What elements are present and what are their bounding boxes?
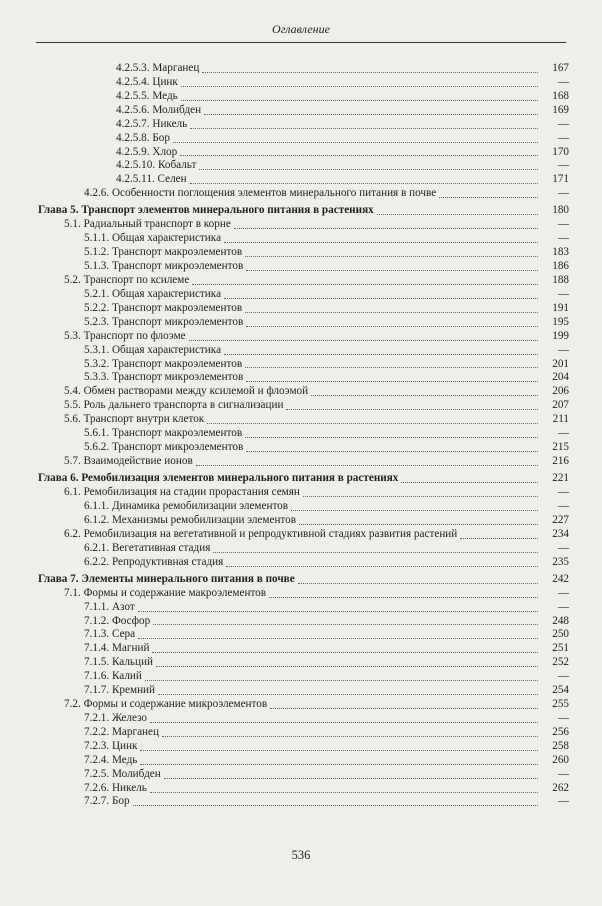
header-rule xyxy=(36,42,566,43)
toc-entry-title: 7.2.2. Марганец xyxy=(84,725,159,738)
toc-entry-title: 5.2.3. Транспорт микроэлементов xyxy=(84,315,244,328)
toc-entry-title: 5.2.2. Транспорт макроэлементов xyxy=(84,301,243,314)
toc-entry-title: 7.1.5. Кальций xyxy=(84,656,153,669)
toc-entry-row xyxy=(38,90,569,104)
toc-entry-title: 5.1.2. Транспорт макроэлементов xyxy=(84,246,243,259)
toc-page-number: — xyxy=(557,218,569,231)
toc-entry-row xyxy=(38,232,569,246)
toc-entry-title: 5.1.3. Транспорт микроэлементов xyxy=(84,260,244,273)
toc-page-number: — xyxy=(557,795,569,808)
toc-page-number: 195 xyxy=(552,315,569,328)
dot-leader xyxy=(246,326,538,327)
dot-leader xyxy=(270,708,538,709)
toc-entry-title: 5.3. Транспорт по флоэме xyxy=(64,329,186,342)
toc-page-number: 167 xyxy=(552,61,569,74)
toc-page-number: — xyxy=(557,670,569,683)
dot-leader xyxy=(245,437,538,438)
toc-entry-title: 6.2.2. Репродуктивная стадия xyxy=(84,555,224,568)
toc-entry-title: 4.2.5.10. Кобальт xyxy=(116,159,197,172)
toc-entry-title: 6.1.1. Динамика ремобилизации элементов xyxy=(84,499,289,512)
toc-entry-row xyxy=(38,371,569,385)
toc-entry-title: Глава 7. Элементы минерального питания в почве xyxy=(38,572,295,585)
dot-leader xyxy=(140,764,538,765)
dot-leader xyxy=(224,354,538,355)
toc-entry-title: 7.2.5. Молибден xyxy=(84,767,161,780)
dot-leader xyxy=(180,155,538,156)
toc-entry-title: 4.2.5.11. Селен xyxy=(116,173,187,186)
dot-leader xyxy=(207,423,538,424)
toc-page-number: 215 xyxy=(552,441,569,454)
toc-page-number: — xyxy=(557,486,569,499)
toc-page-number: 168 xyxy=(552,89,569,102)
dot-leader xyxy=(158,694,538,695)
toc-entry-row xyxy=(38,274,569,288)
toc-entry-row xyxy=(38,260,569,274)
dot-leader xyxy=(226,566,538,567)
toc-entry-title: 5.2.1. Общая характеристика xyxy=(84,287,222,300)
dot-leader xyxy=(150,722,538,723)
toc-entry-title: 6.1. Ремобилизация на стадии прорастания семян xyxy=(64,486,300,499)
toc-entry-title: 5.1.1. Общая характеристика xyxy=(84,232,222,245)
toc-entry-title: 7.1.2. Фосфор xyxy=(84,614,151,627)
dot-leader xyxy=(189,340,538,341)
toc-entry-row xyxy=(38,399,569,413)
toc-entry-title: 7.1.6. Калий xyxy=(84,670,142,683)
toc-entry-row xyxy=(38,726,569,740)
dot-leader xyxy=(246,270,538,271)
dot-leader xyxy=(145,680,538,681)
toc-page-number: 242 xyxy=(552,572,569,585)
dot-leader xyxy=(311,395,538,396)
toc-entry-title: 7.2.4. Медь xyxy=(84,753,138,766)
toc-page-number: 258 xyxy=(552,739,569,752)
toc-entry-row xyxy=(38,514,569,528)
toc-entry-row xyxy=(38,542,569,556)
toc-entry-title: 4.2.5.9. Хлор xyxy=(116,145,178,158)
dot-leader xyxy=(439,197,538,198)
toc-entry-title: 7.1. Формы и содержание макроэлементов xyxy=(64,586,267,599)
toc-page-number: 251 xyxy=(552,642,569,655)
dot-leader xyxy=(164,778,538,779)
toc-entry-row xyxy=(38,556,569,570)
toc-entry-title: 5.6.2. Транспорт микроэлементов xyxy=(84,441,244,454)
toc-entry-row xyxy=(38,486,569,500)
dot-leader xyxy=(138,611,538,612)
dot-leader xyxy=(460,538,538,539)
toc-entry-row xyxy=(38,62,569,76)
toc-page-number: 250 xyxy=(552,628,569,641)
dot-leader xyxy=(181,86,538,87)
toc-entry-title: 7.1.1. Азот xyxy=(84,600,135,613)
toc-entry-title: 7.2.6. Никель xyxy=(84,781,147,794)
toc-page-number: — xyxy=(557,75,569,88)
toc-entry-row xyxy=(38,173,569,187)
toc-page-number: 262 xyxy=(552,781,569,794)
toc-page-number: 206 xyxy=(552,385,569,398)
toc-page-number: 180 xyxy=(552,204,569,217)
dot-leader xyxy=(291,510,538,511)
toc-entry-row xyxy=(38,740,569,754)
dot-leader xyxy=(377,214,538,215)
dot-leader xyxy=(190,128,538,129)
toc-entry-title: 7.1.7. Кремний xyxy=(84,684,156,697)
toc-entry-row xyxy=(38,159,569,173)
toc-page-number: 260 xyxy=(552,753,569,766)
toc-entry-title: 5.6.1. Транспорт макроэлементов xyxy=(84,427,243,440)
toc-entry-title: 4.2.6. Особенности поглощения элементов минерального питания в почве xyxy=(84,187,437,200)
dot-leader xyxy=(224,242,538,243)
toc-entry-title: 7.2.1. Железо xyxy=(84,711,148,724)
dot-leader xyxy=(234,228,538,229)
toc-entry-title: 6.2.1. Вегетативная стадия xyxy=(84,541,211,554)
toc-entry-title: 4.2.5.7. Никель xyxy=(116,117,188,130)
toc-entry-row xyxy=(38,187,569,201)
toc-page-number: 199 xyxy=(552,329,569,342)
toc-page-number: — xyxy=(557,767,569,780)
running-header: Оглавление xyxy=(272,22,330,36)
dot-leader xyxy=(173,142,538,143)
toc-entry-title: 5.3.3. Транспорт микроэлементов xyxy=(84,371,244,384)
toc-entry-row xyxy=(38,670,569,684)
toc-page-number: 207 xyxy=(552,399,569,412)
dot-leader xyxy=(204,114,538,115)
toc-entry-row xyxy=(38,684,569,698)
dot-leader xyxy=(298,583,538,584)
toc-entry-title: 4.2.5.5. Медь xyxy=(116,89,178,102)
toc-entry-row xyxy=(38,712,569,726)
toc-entry-row xyxy=(38,358,569,372)
dot-leader xyxy=(245,367,538,368)
toc-page-number: 170 xyxy=(552,145,569,158)
dot-leader xyxy=(140,750,538,751)
dot-leader xyxy=(286,409,538,410)
toc-page-number: — xyxy=(557,287,569,300)
dot-leader xyxy=(246,381,538,382)
toc-entry-row xyxy=(38,218,569,232)
toc-entry-title: 7.2.3. Цинк xyxy=(84,739,138,752)
dot-leader xyxy=(299,524,538,525)
toc-entry-title: 5.1. Радиальный транспорт в корне xyxy=(64,218,231,231)
toc-page-number: — xyxy=(557,187,569,200)
toc-entry-row xyxy=(38,104,569,118)
toc-entry-row xyxy=(38,118,569,132)
toc-entry-row xyxy=(38,344,569,358)
toc-entry-row xyxy=(38,782,569,796)
toc-entry-title: 4.2.5.8. Бор xyxy=(116,131,170,144)
toc-page-number: 248 xyxy=(552,614,569,627)
dot-leader xyxy=(245,312,538,313)
toc-entry-title: 5.7. Взаимодействие ионов xyxy=(64,454,193,467)
toc-page-number: — xyxy=(557,131,569,144)
toc-entry-title: 5.2. Транспорт по ксилеме xyxy=(64,274,190,286)
toc-entry-row xyxy=(38,615,569,629)
toc-entry-title: 5.3.2. Транспорт макроэлементов xyxy=(84,357,243,370)
toc-entry-row xyxy=(38,413,569,427)
toc-page-number: — xyxy=(557,427,569,440)
toc-entry-title: 4.2.5.4. Цинк xyxy=(116,75,178,88)
dot-leader xyxy=(150,792,538,793)
toc-entry-title: 6.1.2. Механизмы ремобилизации элементов xyxy=(84,513,297,526)
toc-page-number: 169 xyxy=(552,103,569,116)
toc-entry-title: 5.4. Обмен растворами между ксилемой и флоэмой xyxy=(64,385,309,398)
toc-page-number: 186 xyxy=(552,260,569,273)
toc-page-number: 204 xyxy=(552,371,569,384)
dot-leader xyxy=(156,666,538,667)
toc-page-number: — xyxy=(557,232,569,245)
table-of-contents xyxy=(38,62,569,809)
dot-leader xyxy=(133,805,538,806)
toc-chapter-row xyxy=(38,573,569,587)
dot-leader xyxy=(401,482,538,483)
toc-entry-row xyxy=(38,601,569,615)
toc-page-number: 255 xyxy=(552,698,569,711)
toc-entry-title: 7.2. Формы и содержание микроэлементов xyxy=(64,698,268,711)
toc-page-number: 234 xyxy=(552,527,569,540)
toc-entry-row xyxy=(38,587,569,601)
dot-leader xyxy=(269,597,538,598)
dot-leader xyxy=(202,72,538,73)
toc-page-number: 252 xyxy=(552,656,569,669)
dot-leader xyxy=(245,256,538,257)
dot-leader xyxy=(196,465,538,466)
toc-entry-row xyxy=(38,628,569,642)
toc-page-number: 256 xyxy=(552,725,569,738)
toc-page-number: — xyxy=(557,117,569,130)
dot-leader xyxy=(190,183,538,184)
toc-page-number: — xyxy=(557,586,569,599)
toc-entry-row xyxy=(38,754,569,768)
toc-page-number: 254 xyxy=(552,684,569,697)
toc-entry-row xyxy=(38,441,569,455)
toc-entry-title: Глава 5. Транспорт элементов минерального питания в растениях xyxy=(38,204,374,217)
toc-entry-row xyxy=(38,302,569,316)
toc-page-number: — xyxy=(557,600,569,613)
toc-entry-title: 7.2.7. Бор xyxy=(84,795,130,808)
toc-entry-title: 4.2.5.6. Молибден xyxy=(116,103,202,116)
toc-entry-row xyxy=(38,656,569,670)
toc-entry-row xyxy=(38,330,569,344)
dot-leader xyxy=(152,652,538,653)
toc-entry-row xyxy=(38,288,569,302)
toc-entry-row xyxy=(38,316,569,330)
toc-entry-title: 7.1.3. Сера xyxy=(84,628,136,641)
dot-leader xyxy=(303,496,538,497)
toc-entry-row xyxy=(38,132,569,146)
toc-entry-title: 7.1.4. Магний xyxy=(84,642,150,655)
toc-entry-row xyxy=(38,427,569,441)
toc-page-number: 191 xyxy=(552,301,569,314)
toc-chapter-row xyxy=(38,204,569,218)
dot-leader xyxy=(246,451,538,452)
dot-leader xyxy=(192,284,538,285)
toc-page-number: 201 xyxy=(552,357,569,370)
toc-page-number: 235 xyxy=(552,555,569,568)
dot-leader xyxy=(181,100,538,101)
dot-leader xyxy=(213,552,538,553)
toc-page-number: 171 xyxy=(552,173,569,186)
toc-entry-row xyxy=(38,642,569,656)
toc-page-number: — xyxy=(557,343,569,356)
toc-entry-row xyxy=(38,796,569,810)
toc-page-number: 188 xyxy=(552,274,569,286)
toc-chapter-row xyxy=(38,472,569,486)
toc-entry-title: 5.5. Роль дальнего транспорта в сигнализации xyxy=(64,399,284,412)
toc-entry-row xyxy=(38,500,569,514)
toc-entry-title: 5.6. Транспорт внутри клеток xyxy=(64,413,205,426)
toc-page-number: 183 xyxy=(552,246,569,259)
toc-page-number: — xyxy=(557,711,569,724)
dot-leader xyxy=(138,638,538,639)
toc-entry-row xyxy=(38,528,569,542)
dot-leader xyxy=(162,736,538,737)
toc-entry-title: Глава 6. Ремобилизация элементов минерального питания в растениях xyxy=(38,472,399,485)
toc-page-number: — xyxy=(557,159,569,172)
toc-entry-title: 6.2. Ремобилизация на вегетативной и репродуктивной стадиях развития растений xyxy=(64,527,458,540)
toc-entry-row xyxy=(38,698,569,712)
toc-page-number: — xyxy=(557,499,569,512)
dot-leader xyxy=(224,298,538,299)
toc-page-number: 221 xyxy=(552,472,569,485)
toc-entry-row xyxy=(38,455,569,469)
toc-entry-title: 4.2.5.3. Марганец xyxy=(116,61,200,74)
toc-entry-row xyxy=(38,246,569,260)
toc-entry-row xyxy=(38,146,569,160)
toc-entry-row xyxy=(38,76,569,90)
toc-page-number: 216 xyxy=(552,454,569,467)
toc-page-number: — xyxy=(557,541,569,554)
dot-leader xyxy=(199,169,538,170)
toc-entry-title: 5.3.1. Общая характеристика xyxy=(84,343,222,356)
toc-page-number: 227 xyxy=(552,513,569,526)
dot-leader xyxy=(153,624,538,625)
toc-entry-row xyxy=(38,385,569,399)
page-number: 536 xyxy=(291,848,311,862)
toc-entry-row xyxy=(38,768,569,782)
toc-page-number: 211 xyxy=(552,413,569,426)
